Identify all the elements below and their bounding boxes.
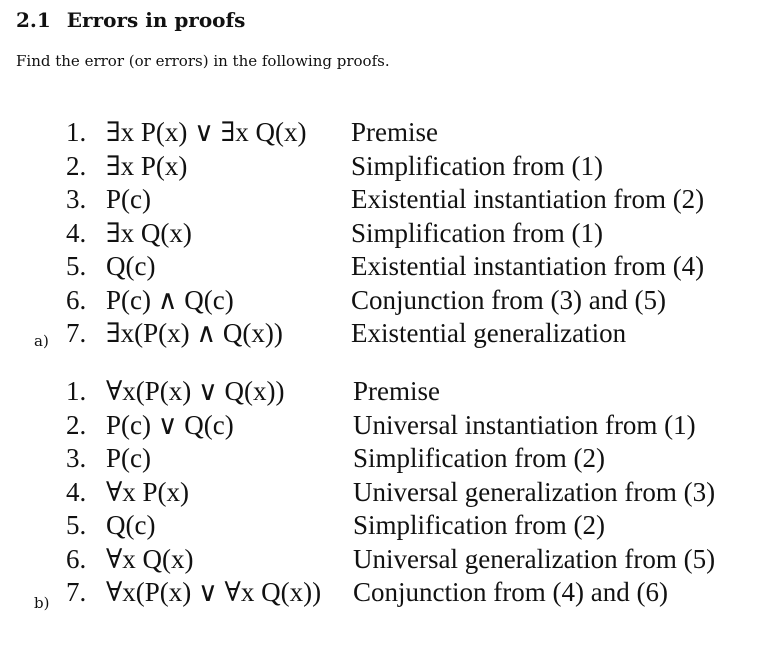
line-justification: Premise xyxy=(351,117,438,147)
line-number: 2. xyxy=(66,150,87,181)
section-title: Errors in proofs xyxy=(66,8,246,32)
proof-line xyxy=(0,285,770,319)
line-justification: Existential instantiation from (4) xyxy=(351,251,705,281)
proof-line xyxy=(0,218,770,252)
line-justification: Universal instantiation from (1) xyxy=(353,409,696,440)
line-justification: Simplification from (2) xyxy=(353,443,605,473)
line-justification: Conjunction from (4) and (6) xyxy=(353,577,668,607)
line-justification: Premise xyxy=(353,376,440,406)
line-formula: ∃x P(x) xyxy=(106,150,188,181)
line-formula: ∀x(P(x) ∨ Q(x)) xyxy=(106,376,285,406)
line-number: 5. xyxy=(66,510,87,540)
line-justification: Simplification from (2) xyxy=(353,510,605,540)
proof-line xyxy=(0,544,770,578)
line-justification: Simplification from (1) xyxy=(351,150,603,181)
line-number: 7. xyxy=(66,318,87,348)
proof-line xyxy=(0,410,770,444)
proof-a xyxy=(0,117,770,352)
line-formula: ∃x P(x) ∨ ∃x Q(x) xyxy=(106,117,307,147)
line-number: 6. xyxy=(66,543,87,574)
section-number: 2.1 xyxy=(16,8,51,32)
line-formula: ∃x(P(x) ∧ Q(x)) xyxy=(106,318,283,348)
proof-line xyxy=(0,318,770,352)
line-justification: Simplification from (1) xyxy=(351,217,603,248)
line-formula: P(c) xyxy=(106,184,151,214)
proof-line xyxy=(0,443,770,477)
line-formula: Q(c) xyxy=(106,510,156,540)
line-number: 4. xyxy=(66,476,87,507)
line-number: 2. xyxy=(66,409,87,440)
line-number: 1. xyxy=(66,376,87,406)
section-heading xyxy=(16,8,245,32)
proof-line xyxy=(0,376,770,410)
proof-b-label: b) xyxy=(34,594,50,612)
line-formula: ∀x(P(x) ∨ ∀x Q(x)) xyxy=(106,577,322,607)
line-formula: P(c) xyxy=(106,443,151,473)
line-formula: ∀x P(x) xyxy=(106,476,190,507)
line-justification: Conjunction from (3) and (5) xyxy=(351,284,666,315)
line-formula: P(c) ∧ Q(c) xyxy=(106,284,234,315)
line-formula: Q(c) xyxy=(106,251,156,281)
line-justification: Universal generalization from (5) xyxy=(353,543,716,574)
line-number: 3. xyxy=(66,443,87,473)
line-number: 5. xyxy=(66,251,87,281)
intro-text: Find the error (or errors) in the following proofs. xyxy=(16,52,390,70)
proof-line xyxy=(0,151,770,185)
line-number: 4. xyxy=(66,217,87,248)
proof-line xyxy=(0,184,770,218)
proof-line xyxy=(0,117,770,151)
line-number: 7. xyxy=(66,577,87,607)
proof-a-label: a) xyxy=(34,332,49,350)
line-justification: Existential generalization xyxy=(351,318,627,348)
line-number: 3. xyxy=(66,184,87,214)
proof-line xyxy=(0,510,770,544)
line-formula: ∃x Q(x) xyxy=(106,217,192,248)
line-number: 6. xyxy=(66,284,87,315)
line-justification: Universal generalization from (3) xyxy=(353,476,716,507)
line-formula: P(c) ∨ Q(c) xyxy=(106,409,234,440)
proof-line xyxy=(0,251,770,285)
proof-b xyxy=(0,376,770,611)
proof-line xyxy=(0,477,770,511)
line-formula: ∀x Q(x) xyxy=(106,543,194,574)
line-justification: Existential instantiation from (2) xyxy=(351,184,705,214)
line-number: 1. xyxy=(66,117,87,147)
proof-line xyxy=(0,577,770,611)
